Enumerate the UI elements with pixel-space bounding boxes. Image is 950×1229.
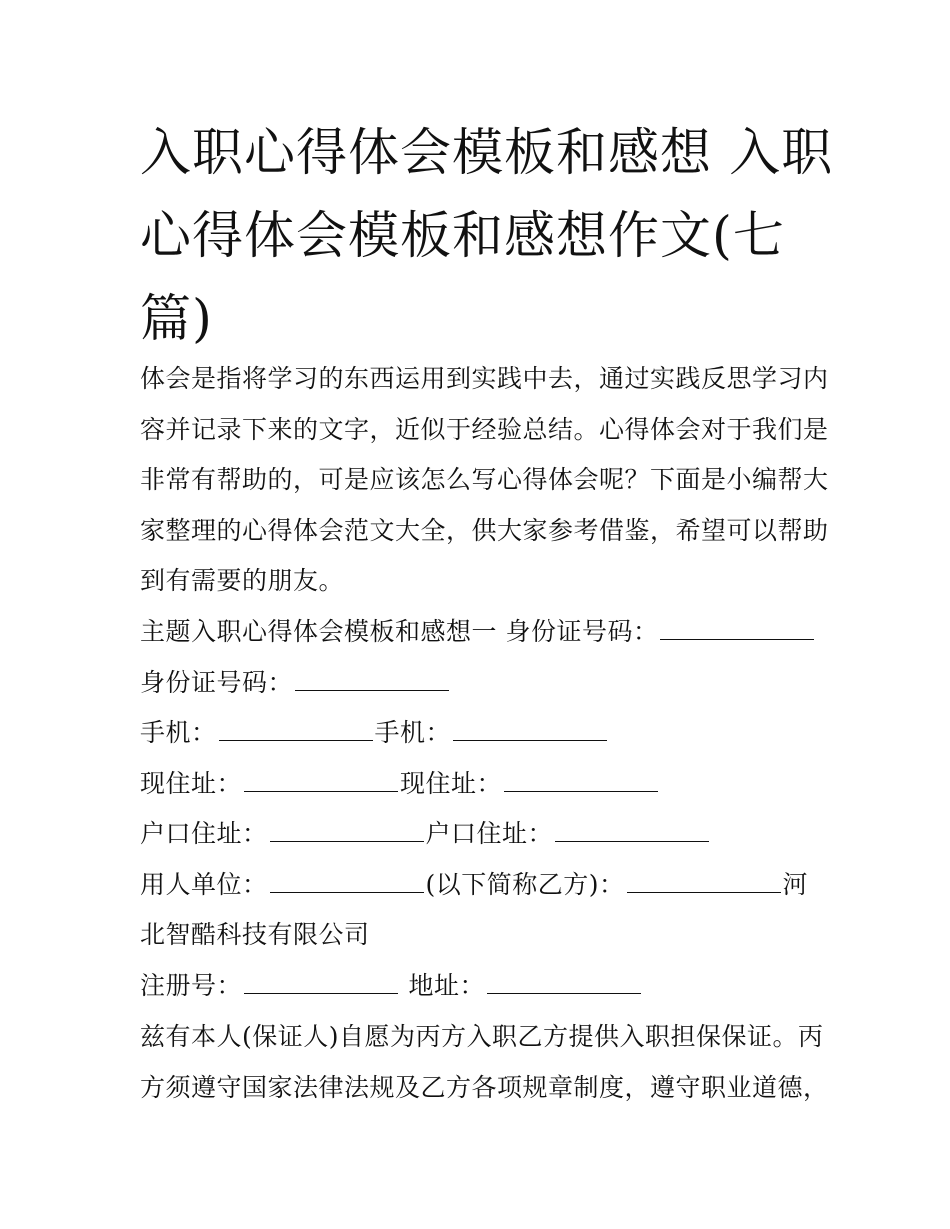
phone-blank-2[interactable] xyxy=(453,718,607,741)
party-b-label: (以下简称乙方)： xyxy=(425,869,625,899)
phone-label-2: 手机： xyxy=(374,718,452,747)
intro-line-4: 家整理的心得体会范文大全，供大家参考借鉴，希望可以帮助 xyxy=(140,515,829,545)
form-line-household xyxy=(140,809,820,860)
phone-blank[interactable] xyxy=(219,718,373,741)
title-line-3: 篇) xyxy=(140,290,213,349)
intro-line-3: 非常有帮助的，可是应该怎么写心得体会呢？下面是小编帮大 xyxy=(140,465,829,494)
form-line-registration xyxy=(140,961,820,1012)
intro-paragraph xyxy=(140,354,829,607)
intro-line-2: 容并记录下来的文字，近似于经验总结。心得体会对于我们是 xyxy=(140,414,829,444)
form-line-id xyxy=(140,658,820,709)
registration-blank[interactable] xyxy=(244,971,398,994)
form-line-company xyxy=(140,910,820,961)
intro-line-5: 到有需要的朋友。 xyxy=(140,566,345,595)
id-number-blank[interactable] xyxy=(660,617,814,640)
household-address-blank-2[interactable] xyxy=(555,819,709,842)
guarantee-paragraph xyxy=(140,1012,829,1113)
employer-label: 用人单位： xyxy=(140,869,268,899)
form-line-subject-id xyxy=(140,607,820,658)
closing-line-2: 方须遵守国家法律法规及乙方各项规章制度，遵守职业道德， xyxy=(140,1072,829,1102)
household-address-label: 户口住址： xyxy=(140,819,268,848)
id-number-blank-2[interactable] xyxy=(295,668,449,691)
household-address-label-2: 户口住址： xyxy=(425,819,554,848)
address-blank[interactable] xyxy=(487,971,641,994)
phone-label: 手机： xyxy=(140,718,217,747)
company-name-rest: 北智酷科技有限公司 xyxy=(140,920,370,949)
employer-blank[interactable] xyxy=(270,870,424,893)
title-line-1: 入职心得体会模板和感想 入职 xyxy=(140,124,834,183)
closing-line-1: 兹有本人(保证人)自愿为丙方入职乙方提供入职担保保证。丙 xyxy=(140,1022,824,1051)
current-address-label-2: 现住址： xyxy=(400,768,503,798)
id-number-label: 身份证号码： xyxy=(140,667,294,697)
guarantee-form xyxy=(140,607,820,1011)
household-address-blank[interactable] xyxy=(270,819,424,842)
current-address-blank-2[interactable] xyxy=(504,769,658,792)
form-line-phone xyxy=(140,708,820,759)
company-name-start: 河 xyxy=(782,869,809,899)
party-b-blank[interactable] xyxy=(627,870,781,893)
registration-label: 注册号： xyxy=(140,970,243,1000)
intro-line-1: 体会是指将学习的东西运用到实践中去，通过实践反思学习内 xyxy=(140,364,829,393)
address-label: 地址： xyxy=(400,970,485,1000)
current-address-blank[interactable] xyxy=(244,769,398,792)
form-line-employer xyxy=(140,860,820,911)
subject-id-label: 主题入职心得体会模板和感想一 身份证号码： xyxy=(140,617,659,646)
form-line-address xyxy=(140,759,820,810)
current-address-label: 现住址： xyxy=(140,768,243,798)
document-title xyxy=(140,112,834,361)
title-line-2: 心得体会模板和感想作文(七 xyxy=(140,207,785,266)
